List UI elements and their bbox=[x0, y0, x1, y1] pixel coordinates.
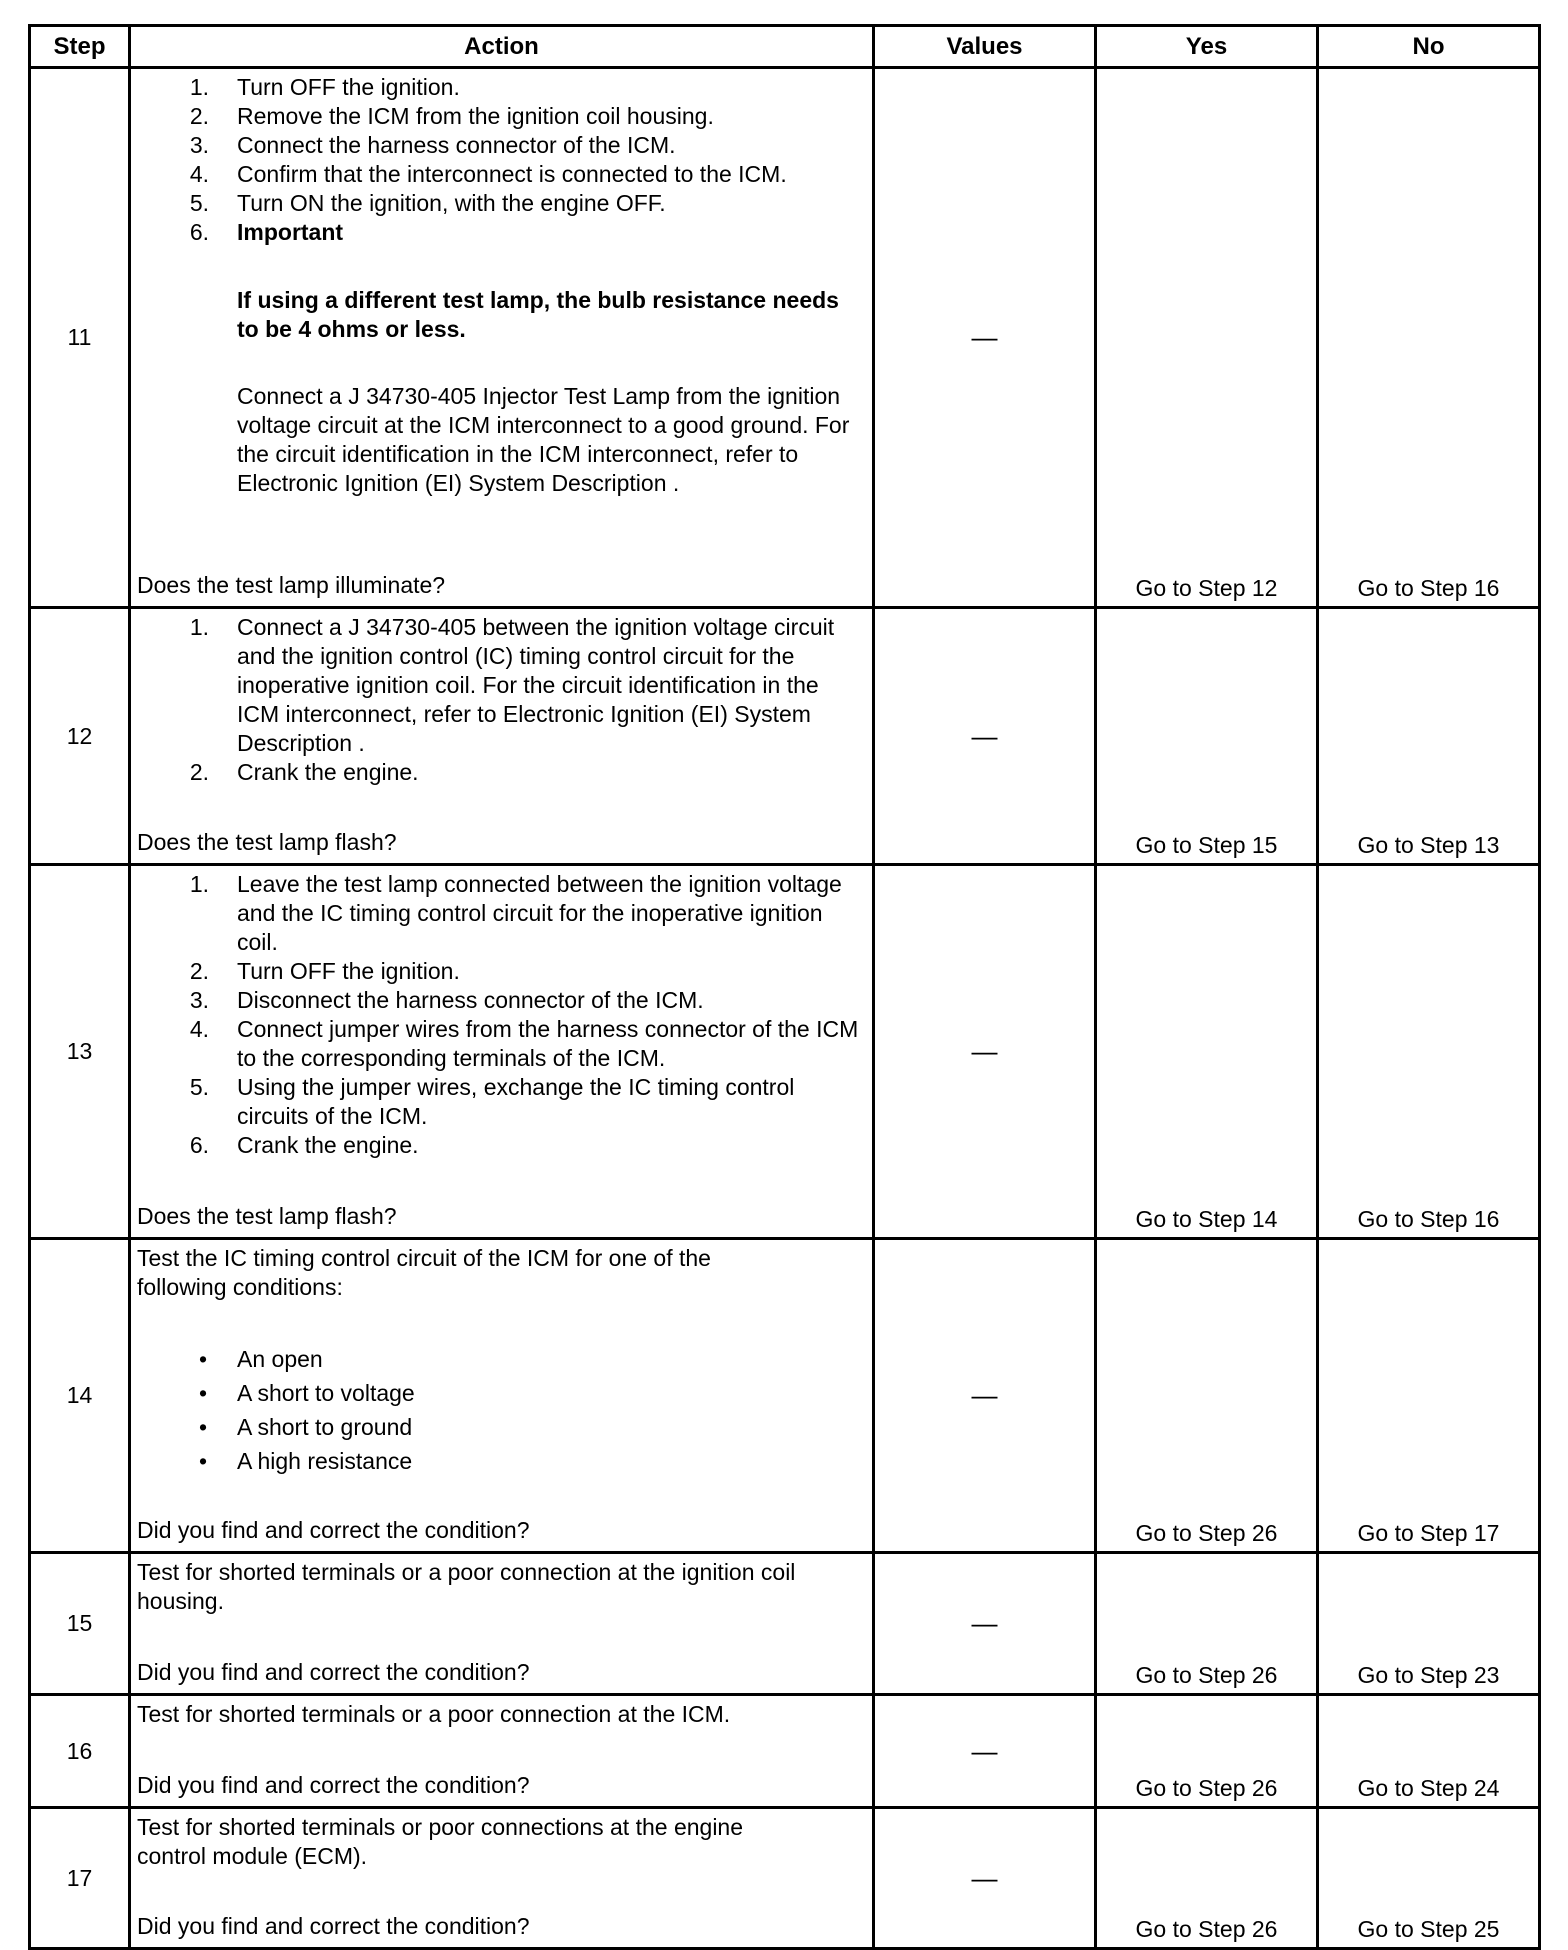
yes-outcome: Go to Step 26 bbox=[1096, 1239, 1318, 1553]
table-row-step-15 bbox=[30, 1553, 1540, 1695]
intro-text: Test the IC timing control circuit of the ICM for one of the following conditions: bbox=[137, 1245, 711, 1300]
values-cell: — bbox=[874, 865, 1096, 1239]
header-yes: Yes bbox=[1096, 26, 1318, 68]
step-number: 14 bbox=[30, 1239, 130, 1553]
list-item: 2. Turn OFF the ignition. bbox=[189, 958, 460, 984]
step-number: 13 bbox=[30, 865, 130, 1239]
list-item: 1. Leave the test lamp connected between the ignition voltage and the IC timing control circuit for the inoperative ignition coil. bbox=[189, 871, 842, 955]
question-text: Did you find and correct the condition? bbox=[137, 1659, 530, 1685]
table-row-step-14 bbox=[30, 1239, 1540, 1553]
action-cell bbox=[130, 1239, 874, 1553]
diagnostic-table bbox=[28, 24, 1541, 1950]
table-row-step-13 bbox=[30, 865, 1540, 1239]
action-cell bbox=[130, 865, 874, 1239]
table-row-step-11 bbox=[30, 68, 1540, 608]
list-item: 6. Important bbox=[189, 219, 344, 245]
action-steps-list bbox=[137, 870, 864, 1160]
values-cell: — bbox=[874, 1695, 1096, 1808]
table-row-step-17 bbox=[30, 1808, 1540, 1949]
question-text: Did you find and correct the condition? bbox=[137, 1517, 530, 1543]
action-steps-list bbox=[137, 613, 864, 787]
list-item: 3. Connect the harness connector of the ICM. bbox=[189, 132, 676, 158]
list-item: 2. Crank the engine. bbox=[189, 759, 419, 785]
intro-text: Test for shorted terminals or poor connections at the engine control module (ECM). bbox=[137, 1814, 744, 1869]
header-no: No bbox=[1318, 26, 1540, 68]
values-cell: — bbox=[874, 68, 1096, 608]
no-outcome: Go to Step 16 bbox=[1318, 68, 1540, 608]
list-item: • A high resistance bbox=[198, 1448, 413, 1474]
no-outcome: Go to Step 17 bbox=[1318, 1239, 1540, 1553]
question-text: Does the test lamp illuminate? bbox=[137, 572, 446, 598]
intro-text: Test for shorted terminals or a poor connection at the ICM. bbox=[137, 1701, 731, 1727]
values-cell: — bbox=[874, 608, 1096, 865]
values-cell: — bbox=[874, 1239, 1096, 1553]
action-cell bbox=[130, 1695, 874, 1808]
header-row bbox=[30, 26, 1540, 68]
list-item: • A short to voltage bbox=[198, 1380, 415, 1406]
no-outcome: Go to Step 24 bbox=[1318, 1695, 1540, 1808]
list-item: 4. Confirm that the interconnect is connected to the ICM. bbox=[189, 161, 787, 187]
table-row-step-12 bbox=[30, 608, 1540, 865]
no-outcome: Go to Step 25 bbox=[1318, 1808, 1540, 1949]
action-steps-list bbox=[137, 73, 864, 247]
yes-outcome: Go to Step 26 bbox=[1096, 1695, 1318, 1808]
yes-outcome: Go to Step 15 bbox=[1096, 608, 1318, 865]
table-row-step-16 bbox=[30, 1695, 1540, 1808]
list-item: 5. Turn ON the ignition, with the engine OFF. bbox=[189, 190, 666, 216]
action-cell bbox=[130, 68, 874, 608]
instruction-text: Connect a J 34730-405 Injector Test Lamp from the ignition voltage circuit at the ICM interconnect to a good ground. For the circuit identification in the ICM interconnect, refer to Electronic Ignition (EI) System Description . bbox=[237, 383, 850, 496]
intro-text: Test for shorted terminals or a poor connection at the ignition coil housing. bbox=[137, 1559, 796, 1614]
step-number: 17 bbox=[30, 1808, 130, 1949]
values-cell: — bbox=[874, 1808, 1096, 1949]
list-item: • An open bbox=[198, 1346, 323, 1372]
action-cell bbox=[130, 608, 874, 865]
action-cell bbox=[130, 1553, 874, 1695]
list-item: 6. Crank the engine. bbox=[189, 1132, 419, 1158]
list-item: • A short to ground bbox=[198, 1414, 413, 1440]
step-number: 15 bbox=[30, 1553, 130, 1695]
list-item: 3. Disconnect the harness connector of the ICM. bbox=[189, 987, 704, 1013]
step-number: 11 bbox=[30, 68, 130, 608]
yes-outcome: Go to Step 14 bbox=[1096, 865, 1318, 1239]
header-action: Action bbox=[130, 26, 874, 68]
list-item: 1. Connect a J 34730-405 between the ignition voltage circuit and the ignition control (IC) timing control circuit for the inoperative ignition coil. For the circuit identification in the ICM interconnect, refer to Electronic Ignition (EI) System Description . bbox=[189, 614, 835, 756]
header-values: Values bbox=[874, 26, 1096, 68]
action-cell bbox=[130, 1808, 874, 1949]
list-item: 1. Turn OFF the ignition. bbox=[189, 74, 460, 100]
no-outcome: Go to Step 16 bbox=[1318, 865, 1540, 1239]
question-text: Did you find and correct the condition? bbox=[137, 1913, 530, 1939]
no-outcome: Go to Step 13 bbox=[1318, 608, 1540, 865]
question-text: Does the test lamp flash? bbox=[137, 1203, 397, 1229]
question-text: Did you find and correct the condition? bbox=[137, 1772, 530, 1798]
yes-outcome: Go to Step 26 bbox=[1096, 1808, 1318, 1949]
yes-outcome: Go to Step 26 bbox=[1096, 1553, 1318, 1695]
question-text: Does the test lamp flash? bbox=[137, 829, 397, 855]
step-number: 12 bbox=[30, 608, 130, 865]
conditions-list bbox=[137, 1342, 864, 1478]
yes-outcome: Go to Step 12 bbox=[1096, 68, 1318, 608]
list-item: 2. Remove the ICM from the ignition coil housing. bbox=[189, 103, 714, 129]
values-cell: — bbox=[874, 1553, 1096, 1695]
list-item: 4. Connect jumper wires from the harness connector of the ICM to the corresponding terminals of the ICM. bbox=[189, 1016, 859, 1071]
no-outcome: Go to Step 23 bbox=[1318, 1553, 1540, 1695]
step-number: 16 bbox=[30, 1695, 130, 1808]
list-item: 5. Using the jumper wires, exchange the IC timing control circuits of the ICM. bbox=[189, 1074, 795, 1129]
header-step: Step bbox=[30, 26, 130, 68]
important-note: If using a different test lamp, the bulb resistance needs to be 4 ohms or less. bbox=[237, 287, 839, 342]
